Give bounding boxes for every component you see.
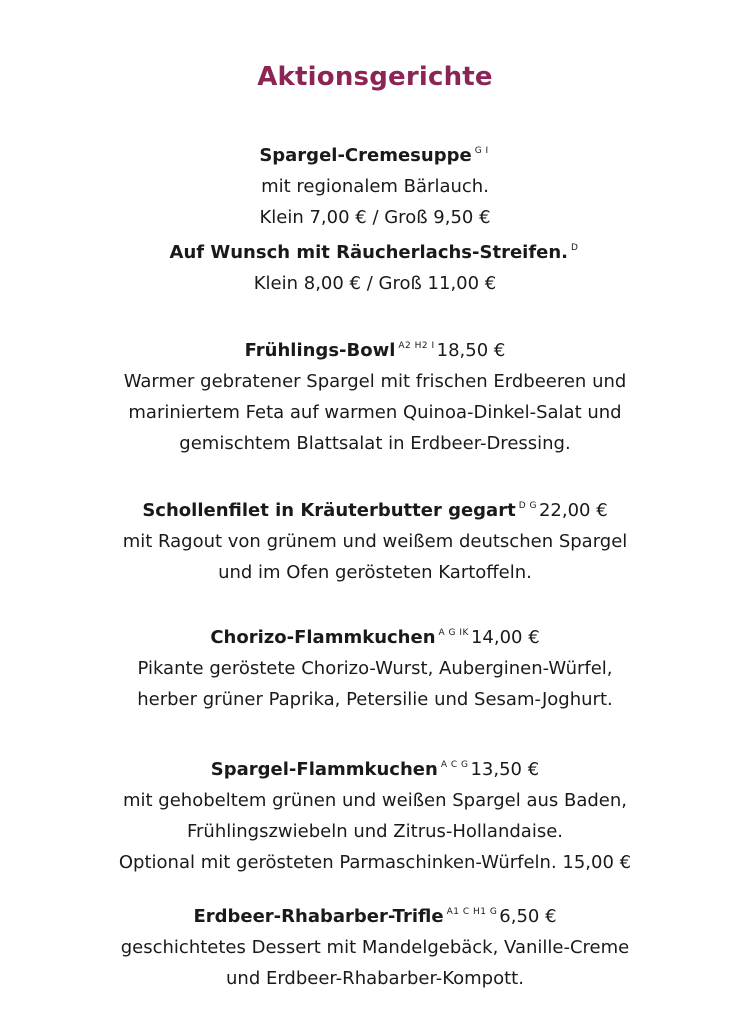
allergen-codes: A G IK [438, 628, 469, 638]
allergen-codes: G I [474, 146, 489, 156]
dish-description: Frühlingszwiebeln und Zitrus-Hollandaise. [186, 821, 563, 842]
menu-item-schollenfilet [0, 491, 750, 588]
dish-description: geschichtetes Dessert mit Mandelgebäck, Vanille-Creme [120, 937, 630, 958]
dish-name: Spargel-Cremesuppe [259, 145, 472, 166]
allergen-codes: A C G [440, 760, 469, 770]
dish-name: Schollenfilet in Kräuterbutter gegart [142, 500, 516, 521]
dish-description: gemischtem Blattsalat in Erdbeer-Dressing. [179, 433, 571, 454]
menu-item-erdbeer-rhabarber-trifle [0, 897, 750, 994]
dish-description: herber grüner Paprika, Petersilie und Sesam-Joghurt. [137, 689, 613, 710]
dish-name: Frühlings-Bowl [244, 340, 396, 361]
addon-price-line: Klein 8,00 € / Groß 11,00 € [253, 273, 497, 294]
dish-description: und Erdbeer-Rhabarber-Kompott. [226, 968, 524, 989]
dish-price-line: Klein 7,00 € / Groß 9,50 € [259, 207, 491, 228]
dish-description: Warmer gebratener Spargel mit frischen Erdbeeren und [123, 371, 627, 392]
menu-item-chorizo-flammkuchen [0, 618, 750, 715]
allergen-codes: A2 H2 I [398, 341, 435, 351]
addon-name: Auf Wunsch mit Räucherlachs-Streifen. [169, 242, 569, 263]
dish-name: Chorizo-Flammkuchen [210, 627, 436, 648]
dish-price: 14,00 € [470, 627, 540, 648]
dish-price: 18,50 € [436, 340, 506, 361]
dish-description: mit Ragout von grünem und weißem deutschen Spargel [122, 531, 628, 552]
menu-title: Aktionsgerichte [257, 62, 493, 92]
menu-item-spargel-flammkuchen [0, 750, 750, 878]
allergen-codes: D [571, 243, 579, 253]
allergen-codes: A1 C H1 G [446, 907, 498, 917]
dish-price: 22,00 € [538, 500, 608, 521]
dish-price: 6,50 € [499, 906, 557, 927]
allergen-codes: D G [518, 501, 537, 511]
dish-description: Pikante geröstete Chorizo-Wurst, Auberginen-Würfel, [137, 658, 613, 679]
menu-item-spargel-cremesuppe [0, 136, 750, 299]
dish-price: 13,50 € [470, 759, 540, 780]
dish-name: Spargel-Flammkuchen [210, 759, 438, 780]
dish-description: mit regionalem Bärlauch. [261, 176, 489, 197]
dish-description: Optional mit gerösteten Parmaschinken-Würfeln. 15,00 € [118, 852, 632, 873]
dish-description: mit gehobeltem grünen und weißen Spargel aus Baden, [122, 790, 627, 811]
dish-description: und im Ofen gerösteten Kartoffeln. [218, 562, 532, 583]
menu-item-fruehlings-bowl [0, 331, 750, 459]
dish-description: mariniertem Feta auf warmen Quinoa-Dinkel-Salat und [128, 402, 622, 423]
dish-name: Erdbeer-Rhabarber-Trifle [193, 906, 444, 927]
